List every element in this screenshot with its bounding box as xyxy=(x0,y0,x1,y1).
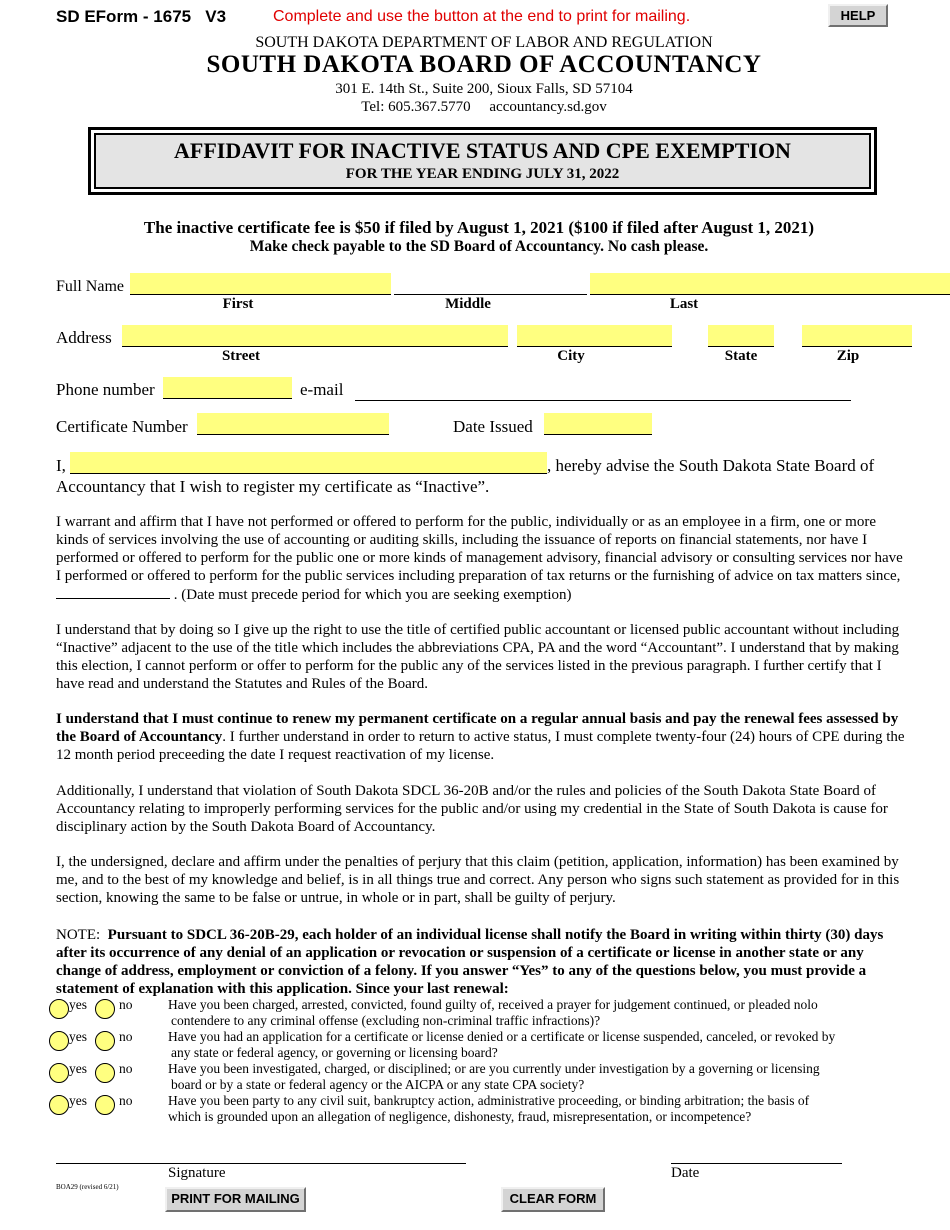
form-number: SD EForm - 1675 xyxy=(56,7,192,26)
intro-line2: Accountancy that I wish to register my certificate as “Inactive”. xyxy=(56,477,490,496)
phone-label: Phone number xyxy=(56,380,155,399)
state-label: State xyxy=(724,348,758,364)
q2-no-label: no xyxy=(119,1029,133,1044)
street-input[interactable] xyxy=(122,325,508,347)
q1-no-label: no xyxy=(119,997,133,1012)
board-name: SOUTH DAKOTA BOARD OF ACCOUNTANCY xyxy=(206,51,762,78)
board-contact xyxy=(0,99,950,116)
first-name-input[interactable] xyxy=(130,273,391,295)
signature-label: Signature xyxy=(168,1165,226,1181)
renewal-paragraph xyxy=(56,710,906,764)
q3-no-label: no xyxy=(119,1061,133,1076)
middle-label: Middle xyxy=(445,296,491,312)
question-2 xyxy=(168,1029,868,1061)
q1-no-radio[interactable] xyxy=(95,999,115,1019)
q3-no-radio[interactable] xyxy=(95,1063,115,1083)
title-use-paragraph: I understand that by doing so I give up the right to use the title of certified public accountant or licensed public accountant without including “Inactive” adjacent to the use of the title which includes the abbreviations CPA, PA and the word “Accountant”. I understand that by making this election, I cannot perform or offer to perform for the public any of the services listed in the previous paragraph. I further certify that I have read and understand the Statutes and Rules of the Board. xyxy=(56,622,900,692)
q3-yes-label: yes xyxy=(69,1061,87,1076)
form-title: AFFIDAVIT FOR INACTIVE STATUS AND CPE EXEMPTION xyxy=(174,138,791,163)
title-box xyxy=(88,127,877,195)
warranty-text: I warrant and affirm that I have not performed or offered to perform for the public, individually or as an employee in a firm, one or more kinds of services involving the use of accounting or auditing skills, including the issuance of reports on financial statements, nor have I performed or offered to perform for the public one or more kinds of management advisory, financial advisory or consulting services nor have I performed or offered to perform for the public services including preparation of tax returns or the furnishing of advice on tax matters since, xyxy=(56,514,903,584)
note-paragraph xyxy=(56,926,906,998)
form-subtitle: FOR THE YEAR ENDING JULY 31, 2022 xyxy=(345,166,620,182)
print-instruction: Complete and use the button at the end to print for mailing. xyxy=(273,8,691,25)
q4-no-radio[interactable] xyxy=(95,1095,115,1115)
note-prefix: NOTE: xyxy=(56,927,101,943)
question-3 xyxy=(168,1061,868,1093)
certificate-number-label: Certificate Number xyxy=(56,417,188,436)
board-address: 301 E. 14th St., Suite 200, Sioux Falls, SD 57104 xyxy=(335,81,633,97)
question-1-line2: contendere to any criminal offense (excluding non-criminal traffic infractions)? xyxy=(171,1013,601,1028)
middle-name-input[interactable] xyxy=(394,273,587,295)
q2-yes-label: yes xyxy=(69,1029,87,1044)
violation-paragraph: Additionally, I understand that violation of South Dakota SDCL 36-20B and/or the rules and policies of the South Dakota State Board of Accountancy relating to improperly performing services for the public and/or using my credential in the State of South Dakota is cause for disciplinary action by the South Dakota Board of Accountancy. xyxy=(56,783,888,835)
note-text: Pursuant to SDCL 36-20B-29, each holder of an individual license shall notify the Board in writing within thirty (30) days after its occurrence of any denial of an application or revocation or suspension of a certificate or license in another state or any change of address, employment or conviction of a felony. If you answer “Yes” to any of the questions below, you must provide a statement of explanation with this application. Since your last renewal: xyxy=(56,927,884,997)
email-label: e-mail xyxy=(300,380,344,399)
q4-yes-radio[interactable] xyxy=(49,1095,69,1115)
q1-yes-radio[interactable] xyxy=(49,999,69,1019)
last-name-input[interactable] xyxy=(590,273,950,295)
full-name-label: Full Name xyxy=(56,278,124,295)
state-input[interactable] xyxy=(708,325,774,347)
question-4-line2: which is grounded upon an allegation of negligence, dishonesty, fraud, misrepresentation, or incompetence? xyxy=(168,1109,752,1124)
city-label: City xyxy=(557,348,585,364)
intro-suffix: , hereby advise the South Dakota State Board of xyxy=(547,456,875,475)
question-1-line1: Have you been charged, arrested, convicted, found guilty of, received a prayer for judgement continued, or pleaded nolo xyxy=(168,997,818,1012)
help-button[interactable]: HELP xyxy=(828,4,888,27)
email-input[interactable] xyxy=(355,377,851,401)
city-input[interactable] xyxy=(517,325,672,347)
board-phone: Tel: 605.367.5770 xyxy=(361,99,471,115)
title-box-inner xyxy=(94,133,871,189)
last-label: Last xyxy=(669,296,699,312)
question-2-line1: Have you had an application for a certificate or license denied or a certificate or license suspended, canceled, or revoked by xyxy=(168,1029,836,1044)
since-date-input[interactable] xyxy=(56,585,170,599)
fee-notice: The inactive certificate fee is $50 if filed by August 1, 2021 ($100 if filed after August 1, 2021) xyxy=(143,218,815,237)
question-3-line1: Have you been investigated, charged, or disciplined; or are you currently under investigation by a governing or licensing xyxy=(168,1061,820,1076)
since-date-note: . (Date must precede period for which you are seeking exemption) xyxy=(173,587,572,603)
q1-yes-label: yes xyxy=(69,997,87,1012)
date-issued-input[interactable] xyxy=(544,413,652,435)
phone-input[interactable] xyxy=(163,377,292,399)
print-for-mailing-button[interactable]: PRINT FOR MAILING xyxy=(165,1187,306,1212)
question-3-line2: board or by a state or federal agency or the AICPA or any state CPA society? xyxy=(171,1077,585,1092)
q2-no-radio[interactable] xyxy=(95,1031,115,1051)
clear-form-button[interactable]: CLEAR FORM xyxy=(501,1187,605,1212)
question-4-line1: Have you been party to any civil suit, bankruptcy action, administrative proceeding, or binding arbitration; the basis of xyxy=(168,1093,810,1108)
question-1 xyxy=(168,997,868,1029)
q4-yes-label: yes xyxy=(69,1093,87,1108)
date-line[interactable] xyxy=(671,1150,842,1164)
intro-prefix: I, xyxy=(56,456,66,475)
board-website: accountancy.sd.gov xyxy=(489,99,607,115)
address-label: Address xyxy=(56,328,112,347)
date-label: Date xyxy=(671,1165,700,1181)
q4-no-label: no xyxy=(119,1093,133,1108)
q2-yes-radio[interactable] xyxy=(49,1031,69,1051)
certificate-number-input[interactable] xyxy=(197,413,389,435)
street-label: Street xyxy=(221,348,261,364)
form-id xyxy=(56,7,226,27)
question-2-line2: any state or federal agency, or governing or licensing board? xyxy=(171,1045,498,1060)
affiant-name-input[interactable] xyxy=(70,452,547,474)
date-issued-label: Date Issued xyxy=(453,417,533,436)
zip-input[interactable] xyxy=(802,325,912,347)
revision-note: BOA29 (revised 6/21) xyxy=(56,1183,119,1191)
perjury-paragraph: I, the undersigned, declare and affirm under the penalties of perjury that this claim (petition, application, information) has been examined by me, and to the best of my knowledge and belief, is in all things true and correct. Any person who signs such statement as provided for in this section, knowing the same to be false or untrue, in whole or in part, shall be guilty of perjury. xyxy=(56,854,900,906)
department-name: SOUTH DAKOTA DEPARTMENT OF LABOR AND REGULATION xyxy=(255,34,713,51)
q3-yes-radio[interactable] xyxy=(49,1063,69,1083)
signature-line[interactable] xyxy=(56,1150,466,1164)
renewal-bold-text: I understand that I must continue to renew my permanent certificate on a regular annual basis and pay the renewal fees assessed by the Board of Accountancy xyxy=(56,711,899,745)
first-label: First xyxy=(222,296,254,312)
warranty-paragraph xyxy=(56,513,906,604)
renewal-text: . I further understand in order to return to active status, I must complete twenty-four (24) hours of CPE during the 12 month period preceeding the date I request reactivation of my license. xyxy=(56,729,905,763)
question-4 xyxy=(168,1093,868,1125)
form-version: V3 xyxy=(205,7,227,26)
check-notice: Make check payable to the SD Board of Accountancy. No cash please. xyxy=(249,238,709,255)
zip-label: Zip xyxy=(836,348,860,364)
